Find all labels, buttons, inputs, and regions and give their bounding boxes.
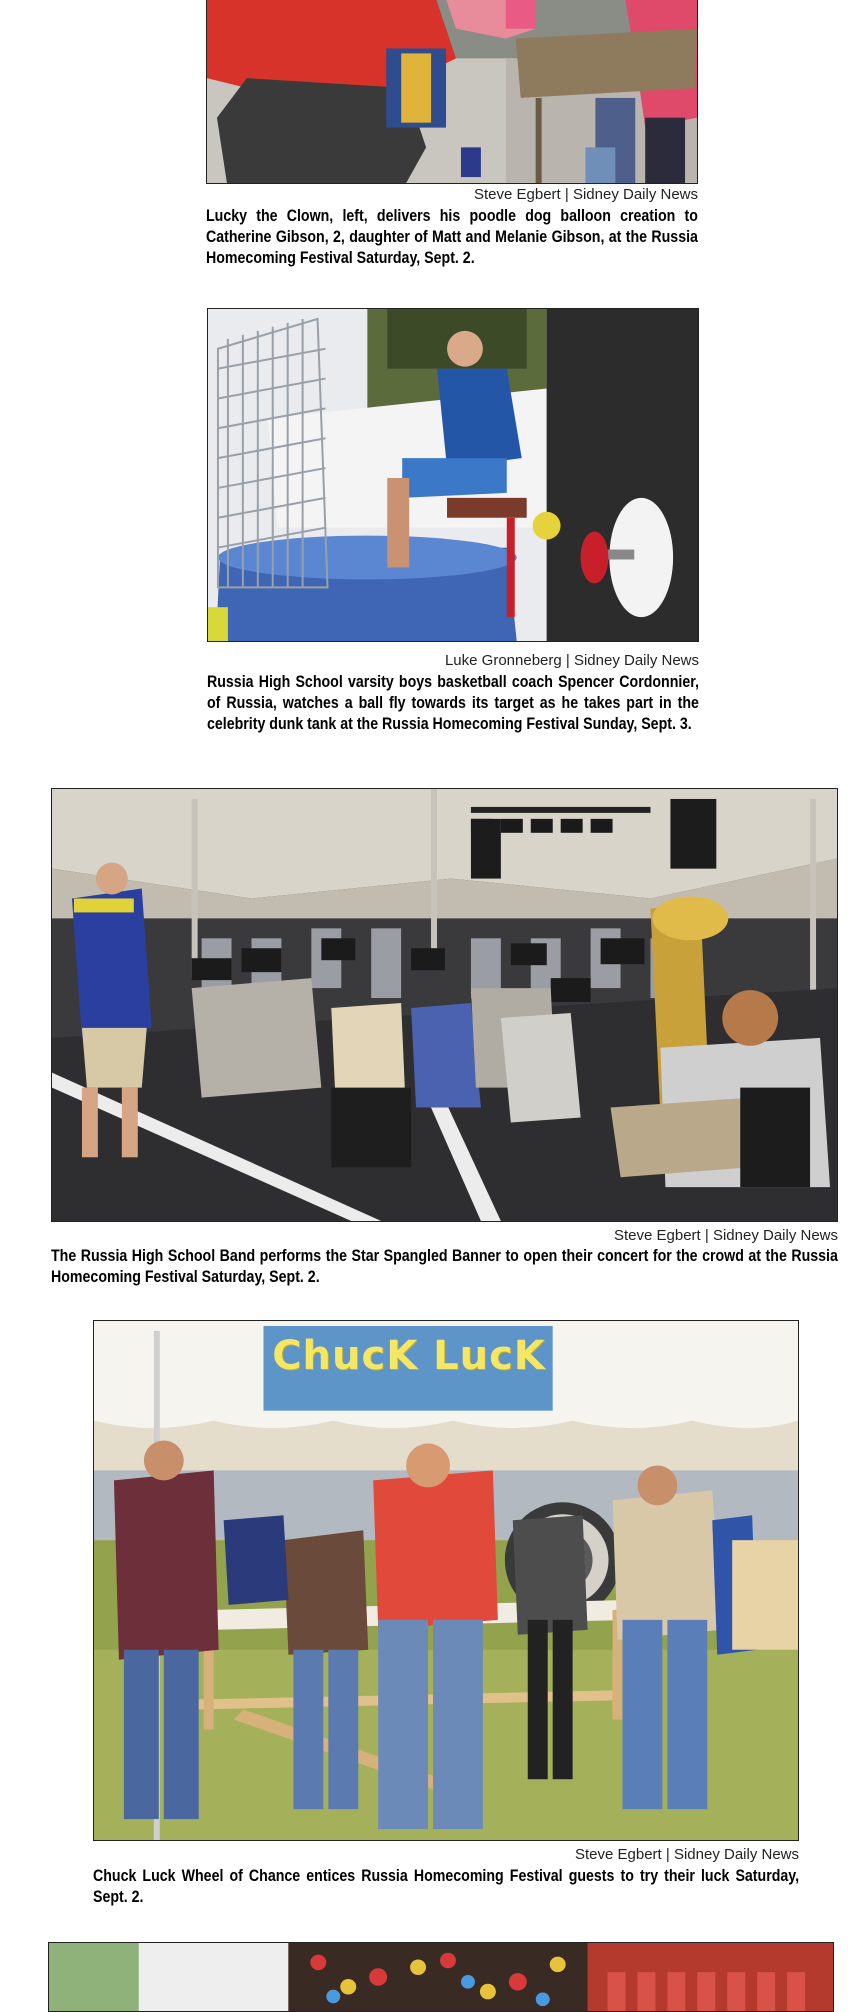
chuck-luck-photo xyxy=(93,1320,799,1841)
clown-photo-caption: Lucky the Clown, left, delivers his poodle dog balloon creation to Catherine Gibson, 2, daughter of Matt and Melanie Gibson, at the Russia Homecoming Festival Saturday, Sept. 2. xyxy=(206,207,698,267)
chuck-luck-photo-caption: Chuck Luck Wheel of Chance entices Russia Homecoming Festival guests to try their luck Saturday, Sept. 2. xyxy=(93,1867,800,1906)
bottom-photo-image xyxy=(49,1943,833,2011)
dunk-tank-photo-caption: Russia High School varsity boys basketball coach Spencer Cordonnier, of Russia, watches a ball fly towards its target as he takes part in the celebrity dunk tank at the Russia Homecoming Festival Sunday, Sept. 3. xyxy=(207,673,699,733)
band-photo xyxy=(51,788,838,1222)
dunk-tank-photo xyxy=(207,308,699,642)
clown-photo-image xyxy=(207,0,697,183)
dunk-tank-photo-credit: Luke Gronneberg | Sidney Daily News xyxy=(444,652,699,669)
chuck-luck-photo-image xyxy=(94,1321,798,1840)
band-photo-caption: The Russia High School Band performs the Star Spangled Banner to open their concert for the crowd at the Russia Homecoming Festival Saturday, Sept. 2. xyxy=(51,1247,838,1286)
chuck-luck-sign: ChucK LucK xyxy=(272,1333,546,1379)
clown-photo-credit: Steve Egbert | Sidney Daily News xyxy=(474,186,698,203)
band-photo-credit: Steve Egbert | Sidney Daily News xyxy=(614,1227,838,1244)
bottom-photo xyxy=(48,1942,834,2012)
chuck-luck-photo-credit: Steve Egbert | Sidney Daily News xyxy=(575,1846,799,1863)
band-photo-image xyxy=(52,789,837,1221)
dunk-tank-photo-image xyxy=(208,309,698,641)
clown-photo xyxy=(206,0,698,184)
